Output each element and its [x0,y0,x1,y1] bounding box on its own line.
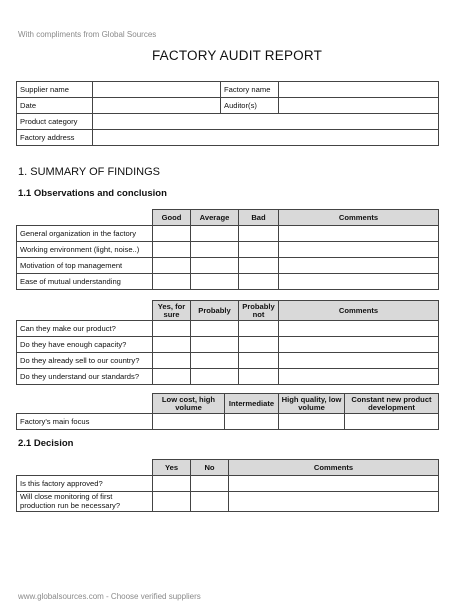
cell-probably[interactable] [191,337,239,353]
cell-bad[interactable] [239,258,279,274]
header-new-product-development: Constant new product development [345,394,439,414]
product-category-label: Product category [17,114,93,130]
cell-yes[interactable] [153,321,191,337]
cell-probably-not[interactable] [239,353,279,369]
cell-no[interactable] [191,476,229,492]
product-category-field[interactable] [93,114,439,130]
observations-table [16,209,439,290]
cell-average[interactable] [191,242,239,258]
row-label-make-product: Can they make our product? [17,321,153,337]
cell-no[interactable] [191,492,229,512]
row-label-close-monitoring: Will close monitoring of first production run be necessary? [17,492,153,512]
cell-comments[interactable] [279,258,439,274]
row-label-factory-approved: Is this factory approved? [17,476,153,492]
header-bad: Bad [239,210,279,226]
header-comments: Comments [279,210,439,226]
row-label-mutual-understanding: Ease of mutual understanding [17,274,153,290]
factory-address-field[interactable] [93,130,439,146]
cell-comments[interactable] [279,321,439,337]
header-comments: Comments [229,460,439,476]
cell-yes[interactable] [153,492,191,512]
header-no: No [191,460,229,476]
cell-probably-not[interactable] [239,337,279,353]
cell-good[interactable] [153,258,191,274]
section-1-title: 1. SUMMARY OF FINDINGS [18,166,161,178]
row-label-sell-to-country: Do they already sell to our country? [17,353,153,369]
row-label-standards: Do they understand our standards? [17,369,153,385]
header-low-cost: Low cost, high volume [153,394,225,414]
row-label-main-focus: Factory's main focus [17,414,153,430]
cell-probably[interactable] [191,321,239,337]
row-label-capacity: Do they have enough capacity? [17,337,153,353]
row-label-general-organization: General organization in the factory [17,226,153,242]
header-probably-not: Probably not [239,301,279,321]
cell-comments[interactable] [229,492,439,512]
cell-yes[interactable] [153,476,191,492]
factory-name-field[interactable] [279,82,439,98]
decision-corner [17,460,153,476]
cell-comments[interactable] [229,476,439,492]
header-intermediate: Intermediate [225,394,279,414]
auditors-field[interactable] [279,98,439,114]
cell-yes[interactable] [153,337,191,353]
cell-yes[interactable] [153,353,191,369]
cell-comments[interactable] [279,369,439,385]
cell-probably-not[interactable] [239,321,279,337]
cell-comments[interactable] [279,226,439,242]
cell-comments[interactable] [279,274,439,290]
cell-average[interactable] [191,226,239,242]
header-comments: Comments [279,301,439,321]
cell-probably[interactable] [191,353,239,369]
header-yes: Yes [153,460,191,476]
section-2-1-subtitle: 2.1 Decision [18,438,74,449]
header-probably: Probably [191,301,239,321]
cell-good[interactable] [153,226,191,242]
section-1-1-subtitle: 1.1 Observations and conclusion [18,188,167,199]
capabilities-table [16,300,439,385]
cell-bad[interactable] [239,242,279,258]
header-high-quality: High quality, low volume [279,394,345,414]
date-label: Date [17,98,93,114]
cell-good[interactable] [153,242,191,258]
focus-table [16,393,439,430]
header-note: With compliments from Global Sources [18,30,157,39]
cell-average[interactable] [191,258,239,274]
cell-comments[interactable] [279,337,439,353]
supplier-name-field[interactable] [93,82,221,98]
row-label-working-environment: Working environment (light, noise..) [17,242,153,258]
auditors-label: Auditor(s) [221,98,279,114]
observations-corner [17,210,153,226]
cell-bad[interactable] [239,274,279,290]
cell-average[interactable] [191,274,239,290]
date-field[interactable] [93,98,221,114]
cell-good[interactable] [153,274,191,290]
cell-intermediate[interactable] [225,414,279,430]
header-average: Average [191,210,239,226]
cell-probably-not[interactable] [239,369,279,385]
footer-note: www.globalsources.com - Choose verified suppliers [18,592,201,601]
cell-low-cost[interactable] [153,414,225,430]
cell-new-product[interactable] [345,414,439,430]
page-title: FACTORY AUDIT REPORT [151,48,323,63]
factory-name-label: Factory name [221,82,279,98]
cell-high-quality[interactable] [279,414,345,430]
header-yes-for-sure: Yes, for sure [153,301,191,321]
row-label-motivation: Motivation of top management [17,258,153,274]
focus-corner [17,394,153,414]
factory-address-label: Factory address [17,130,93,146]
header-good: Good [153,210,191,226]
cell-yes[interactable] [153,369,191,385]
cell-probably[interactable] [191,369,239,385]
cell-comments[interactable] [279,353,439,369]
decision-table [16,459,439,512]
cell-bad[interactable] [239,226,279,242]
capabilities-corner [17,301,153,321]
supplier-name-label: Supplier name [17,82,93,98]
cell-comments[interactable] [279,242,439,258]
info-table [16,81,439,146]
